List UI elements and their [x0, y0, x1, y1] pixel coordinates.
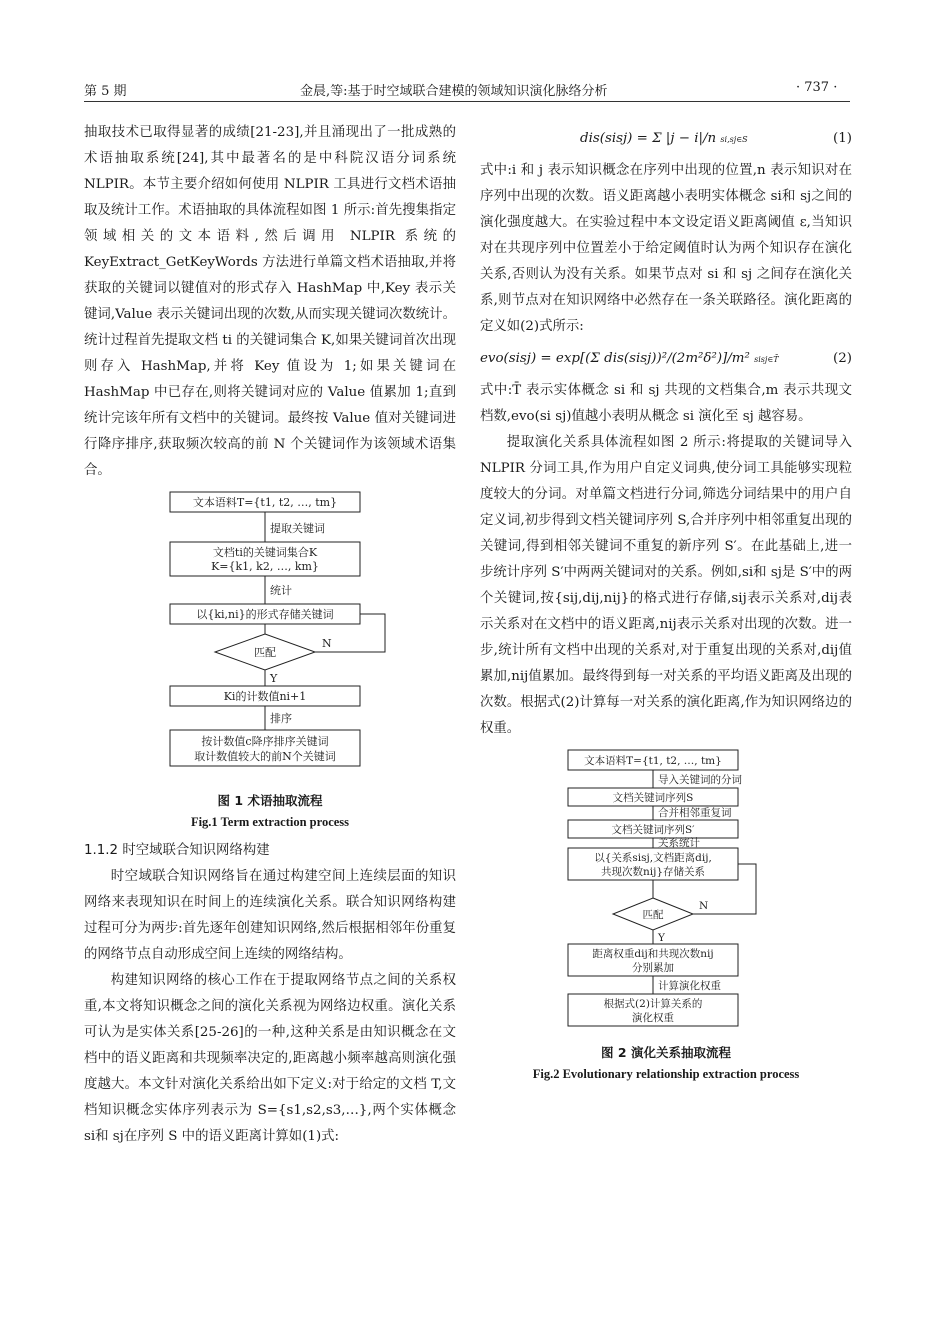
paragraph-relation-extraction: 提取演化关系具体流程如图 2 所示:将提取的关键词导入 NLPIR 分词工具,作为用户自定义词典,使分词工具能够实现粒度较大的分词。对单篇文档进行分词,筛选分词结果中的用户自定义词,初步得到文档关键词序列 S,合并序列中相邻重复出现的关键词,得到相邻关键词不重复的新序列 S′。在此基础上,进一步统计序列 S′中两两关键词对的关系。例如,si和 sj是 S′中的两个关键词,按{sij,dij,nij}的格式进行存储,sij表示关系对,dij表示关系对在文档中的语义距离,nij表示关系对出现的次数。进一步,统计所有文档中出现的关系对,对于重复出现的关系对,dij值累加,nij值累加。最终得到每一对关系的平均语义距离及出现的次数。根据式(2)计算每一对关系的演化距离,作为知识网络边的权重。: [480, 435, 852, 736]
figure-2-flowchart: [556, 748, 776, 1082]
equation-2-number: (2): [833, 351, 852, 366]
fig1-label-sort: 排序: [270, 712, 292, 725]
fig2-label-compute: 计算演化权重: [658, 980, 721, 992]
paragraph-term-extraction: 抽取技术已取得显著的成绩[21-23],并且涌现出了一批成熟的术语抽取系统[24],其中最著名的是中科院汉语分词系统 NLPIR。本节主要介绍如何使用 NLPIR 工具进行文档术语抽取及统计工作。术语抽取的具体流程如图 1 所示:首先搜集指定领域相关的文本语料,然后调用 NLPIR 系统的 KeyExtract_GetKeyWords 方法进行单篇文档术语抽取,并将获取的关键词以键值对的形式存入 HashMap 中,Key 表示关键词,Value 表示关键词出现的次数,从而实现关键词次数统计。统计过程首先提取文档 ti 的关键词集合 K,如果关键词首次出现则存入 HashMap,并将 Key 值设为 1;如果关键词在 HashMap 中已存在,则将关键词对应的 Value 值累加 1;直到统计完该年所有文档中的关键词。最终按 Value 值对关键词进行降序排序,获取频次较高的前 N 个关键词作为该领域术语集合。: [84, 125, 456, 478]
fig2-label-stat: 关系统计: [658, 837, 700, 849]
fig2-label-yes: Y: [658, 932, 665, 944]
section-heading-1-1-2: 1.1.2 时空域联合知识网络构建: [84, 843, 270, 858]
fig2-box-accumulate-a: 距离权重dij和共现次数nij: [592, 948, 714, 960]
figure-1-caption-en: Fig.1 Term extraction process: [190, 815, 350, 829]
equation-1-subscript: si,sj∈S: [720, 134, 748, 144]
page-number: · 737 ·: [796, 80, 838, 95]
fig2-box-seq-s-prime: 文档关键词序列S′: [611, 824, 695, 836]
fig2-box-accumulate-b: 分别累加: [632, 962, 674, 974]
fig1-label-extract: 提取关键词: [270, 522, 325, 535]
fig2-box-seq-s: 文档关键词序列S: [612, 792, 694, 804]
fig1-box-sort-desc: 按计数值c降序排序关键词: [201, 735, 329, 748]
figure-2-caption-cn: 图 2 演化关系抽取流程: [601, 1045, 731, 1060]
running-header-title: 金晨,等:基于时空域联合建模的领域知识演化脉络分析: [300, 84, 608, 99]
equation-2: [480, 340, 852, 378]
figure-1-flowchart: [140, 490, 400, 790]
equation-2-subscript: sisj∈T̄: [754, 354, 779, 364]
fig2-label-merge: 合并相邻重复词: [658, 807, 732, 819]
fig1-box-topn: 取计数值较大的前N个关键词: [194, 750, 336, 763]
fig1-box-keyword-set-formula: K={k1, k2, …, km}: [211, 560, 319, 573]
fig1-box-store: 以{ki,ni}的形式存储关键词: [196, 608, 334, 621]
header-rule: [84, 101, 850, 102]
fig1-box-increment: Ki的计数值ni+1: [223, 690, 307, 703]
paragraph-network-construction: 时空域联合知识网络旨在通过构建空间上连续层面的知识网络来表现知识在时间上的连续演化关系。联合知识网络构建过程可分为两步:首先逐年创建知识网络,然后根据相邻年份重复的网络节点自动形成空间上连续的网络结构。: [84, 869, 456, 962]
figure-1-caption-cn: 图 1 术语抽取流程: [217, 793, 323, 808]
paragraph-relation-definition: 构建知识网络的核心工作在于提取网络节点之间的关系权重,本文将知识概念之间的演化关系视为网络边权重。演化关系可认为是实体关系[25-26]的一种,这种关系是由知识概念在文档中的语义距离和共现频率决定的,距离越小频率越高则演化强度越大。本文针对演化关系给出如下定义:对于给定的文档 T,文档知识概念实体序列表示为 S={s1,s2,s3,…},两个实体概念 si和 sj在序列 S 中的语义距离计算如(1)式:: [84, 973, 456, 1144]
fig1-label-yes: Y: [270, 672, 278, 685]
right-column: [480, 120, 852, 1090]
fig2-label-segment: 导入关键词的分词: [658, 774, 742, 786]
fig2-label-no: N: [699, 900, 709, 912]
fig2-box-evo-a: 根据式(2)计算关系的: [603, 998, 703, 1010]
equation-1-body: dis(sisj) = Σ |j − i|/n: [580, 130, 717, 146]
fig2-diamond-match: 匹配: [642, 909, 664, 921]
fig1-label-no: N: [322, 637, 332, 650]
fig2-box-store-b: 共现次数nij}存储关系: [600, 866, 706, 878]
fig1-diamond-match: 匹配: [254, 646, 276, 659]
fig2-box-corpus: 文本语料T={t1, t2, …, tm}: [584, 755, 722, 767]
equation-2-body: evo(sisj) = exp[(Σ dis(sisj))²/(2m²δ²)]/m²: [480, 350, 750, 366]
figure-2-caption-en: Fig.2 Evolutionary relationship extraction process: [532, 1067, 800, 1081]
fig1-box-corpus: 文本语料T={t1, t2, …, tm}: [192, 496, 338, 509]
fig2-box-evo-b: 演化权重: [632, 1012, 674, 1024]
running-header-issue: 第 5 期: [84, 84, 127, 99]
equation-1-number: (1): [833, 131, 852, 146]
equation-1: [480, 120, 852, 158]
left-column: [84, 120, 456, 1150]
fig1-label-count: 统计: [270, 584, 292, 597]
fig2-box-store-a: 以{关系sisj,文档距离dij,: [594, 852, 712, 864]
paragraph-eq1-explanation: 式中:i 和 j 表示知识概念在序列中出现的位置,n 表示知识对在序列中出现的次数。语义距离越小表明实体概念 si和 sj之间的演化强度越大。在实验过程中本文设定语义距离阈值 ε,当知识对在共现序列中位置差小于给定阈值时认为两个知识存在演化关系,否则认为没有关系。如果节点对 si 和 sj 之间存在演化关系,则节点对在知识网络中必然存在一条关联路径。演化距离的定义如(2)式所示:: [480, 163, 852, 334]
paragraph-eq2-explanation: 式中:T̄ 表示实体概念 si 和 sj 共现的文档集合,m 表示共现文档数,evo(si sj)值越小表明从概念 si 演化至 sj 越容易。: [480, 383, 852, 424]
fig1-box-keyword-set: 文档ti的关键词集合K: [212, 546, 318, 559]
